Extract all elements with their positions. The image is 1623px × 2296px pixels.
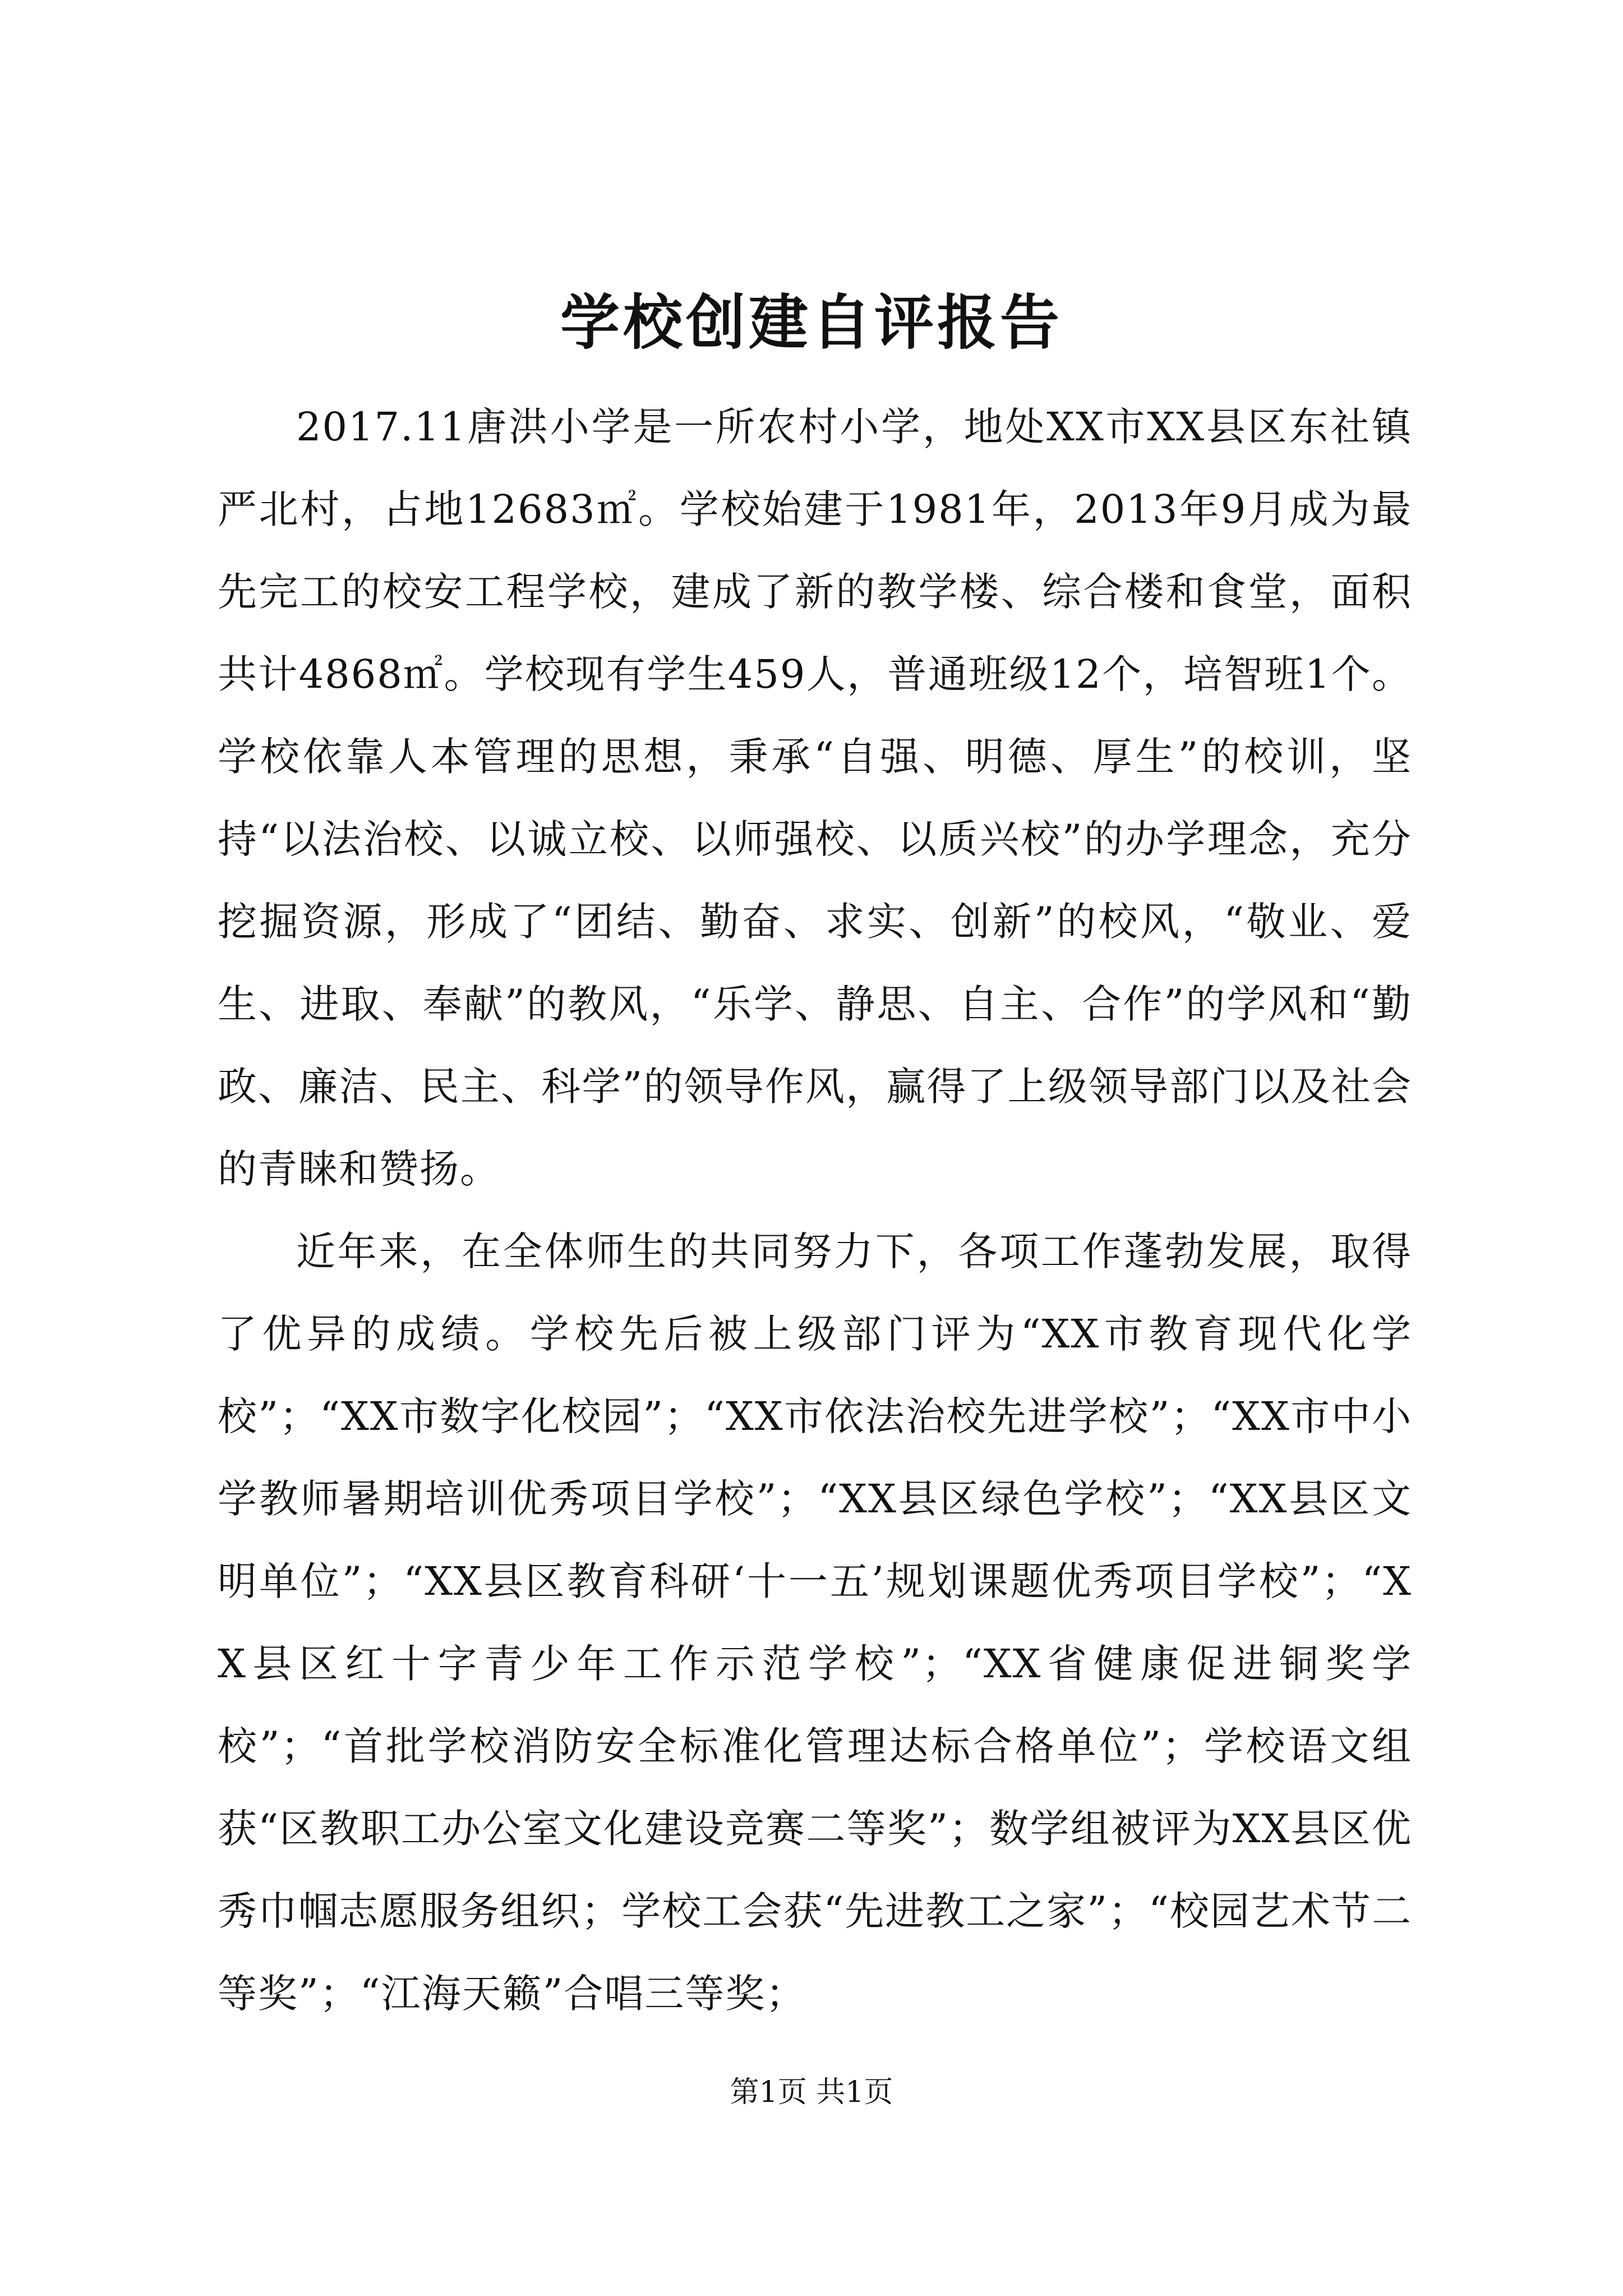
page-number-footer: 第1页 共1页 bbox=[730, 2076, 893, 2109]
document-title: 学校创建自评报告 bbox=[560, 287, 1063, 357]
paragraph-achievements: 近年来，在全体师生的共同努力下，各项工作蓬勃发展，取得了优异的成绩。学校先后被上级部门评为“XX市教育现代化学校”；“XX市数字化校园”；“XX市依法治校先进学校”；“XX市中小学教师暑期培训优秀项目学校”；“XX县区绿色学校”；“XX县区文明单位”；“XX县区教育科研‘十一五’规划课题优秀项目学校”；“XX县区红十字青少年工作示范学校”；“XX省健康促进铜奖学校”；“首批学校消防安全标准化管理达标合格单位”；学校语文组获“区教职工办公室文化建设竞赛二等奖”；数学组被评为XX县区优秀巾帼志愿服务组织；学校工会获“先进教工之家”；“校园艺术节二等奖”；“江海天籁”合唱三等奖； bbox=[218, 1228, 1412, 2017]
paragraph-intro: 2017.11唐洪小学是一所农村小学，地处XX市XX县区东社镇严北村，占地12683㎡。学校始建于1981年，2013年9月成为最先完工的校安工程学校，建成了新的教学楼、综合楼和食堂，面积共计4868㎡。学校现有学生459人，普通班级12个，培智班1个。学校依靠人本管理的思想，秉承“自强、明德、厚生”的校训，坚持“以法治校、以诚立校、以师强校、以质兴校”的办学理念，充分挖掘资源，形成了“团结、勤奋、求实、创新”的校风，“敬业、爱生、进取、奉献”的教风，“乐学、静思、自主、合作”的学风和“勤政、廉洁、民主、科学”的领导作风，赢得了上级领导部门以及社会的青睐和赞扬。 bbox=[218, 404, 1412, 1192]
document-body bbox=[218, 386, 1412, 2035]
